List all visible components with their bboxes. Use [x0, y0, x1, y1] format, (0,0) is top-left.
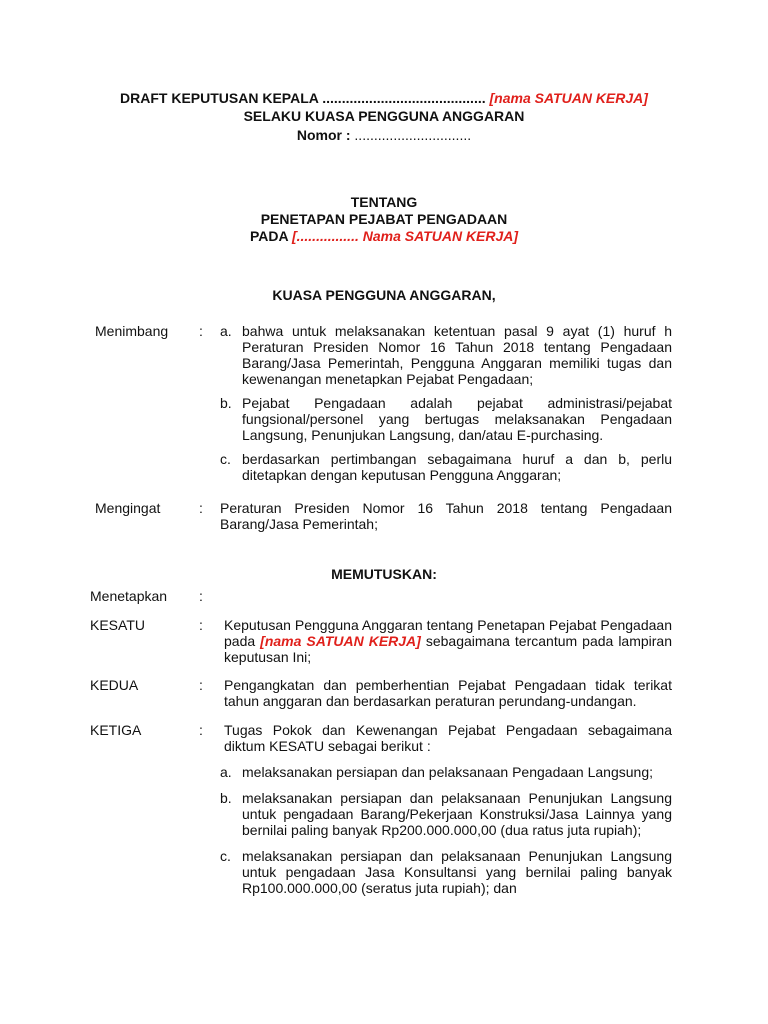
item-marker: b. — [220, 790, 232, 806]
ketiga-label: KETIGA — [90, 722, 142, 738]
ketiga-colon: : — [199, 722, 203, 738]
tentang-heading: TENTANG — [350, 194, 418, 210]
kedua-colon: : — [199, 677, 203, 693]
ketiga-item-b — [220, 790, 672, 838]
item-marker: a. — [220, 323, 232, 339]
document-number-line — [0, 127, 768, 144]
mengingat-text — [220, 500, 672, 532]
kedua-paragraph: Pengangkatan dan pemberhentian Pejabat Pengadaan tidak terikat tahun anggaran dan berdasarkan peraturan perundang-undangan. — [224, 677, 672, 709]
tentang-pada-line — [0, 228, 768, 245]
pada-satuan-kerja-placeholder: [................ Nama SATUAN KERJA] — [291, 228, 519, 244]
ketiga-list — [220, 764, 672, 896]
kesatu-text-before: Keputusan Pengguna Anggaran tentang Penetapan Pejabat Pengadaan pada — [224, 617, 672, 649]
item-marker: b. — [220, 395, 232, 411]
title-satuan-kerja-placeholder: [nama SATUAN KERJA] — [489, 90, 648, 106]
ketiga-item-c — [220, 848, 672, 896]
item-text: Pejabat Pengadaan adalah pejabat administrasi/pejabat fungsional/personel yang bertugas melaksanakan Pengadaan Langsung, Penunjukan Langsung, dan/atau E-purchasing. — [242, 395, 672, 443]
kesatu-colon: : — [199, 617, 203, 633]
nomor-value: .............................. — [354, 127, 472, 143]
item-text: melaksanakan persiapan dan pelaksanaan Penunjukan Langsung untuk pengadaan Jasa Konsultansi yang bernilai paling banyak Rp100.000.000,00 (seratus juta rupiah); dan — [242, 848, 672, 896]
kedua-text — [224, 677, 672, 709]
nomor-label: Nomor : — [296, 127, 351, 143]
ketiga-content — [220, 722, 672, 906]
ketiga-intro: Tugas Pokok dan Kewenangan Pejabat Pengadaan sebagaimana diktum KESATU sebagai berikut : — [224, 722, 672, 754]
item-text: bahwa untuk melaksanakan ketentuan pasal 9 ayat (1) huruf h Peraturan Presiden Nomor 16 Tahun 2018 tentang Pengadaan Barang/Jasa Pemerintah, Pengguna Anggaran memiliki tugas dan kewenangan menetapkan Pejabat Pengadaan; — [242, 323, 672, 387]
title-prefix: DRAFT KEPUTUSAN KEPALA .......................................... — [120, 90, 486, 106]
mengingat-paragraph: Peraturan Presiden Nomor 16 Tahun 2018 tentang Pengadaan Barang/Jasa Pemerintah; — [220, 500, 672, 532]
item-text: melaksanakan persiapan dan pelaksanaan Pengadaan Langsung; — [242, 764, 653, 780]
menimbang-item-c — [220, 451, 672, 483]
item-marker: c. — [220, 848, 231, 864]
mengingat-colon: : — [199, 500, 203, 516]
kesatu-text — [224, 617, 672, 665]
menimbang-item-a — [220, 323, 672, 387]
pada-label: PADA — [249, 228, 289, 244]
kesatu-text-after: sebagaimana tercantum pada lampiran keputusan Ini; — [224, 633, 673, 665]
memutuskan-heading: MEMUTUSKAN: — [331, 566, 437, 582]
menimbang-item-b — [220, 395, 672, 443]
kpa-heading: KUASA PENGGUNA ANGGARAN, — [272, 287, 496, 303]
menimbang-label: Menimbang — [95, 323, 169, 339]
kesatu-paragraph — [224, 617, 672, 665]
menetapkan-colon: : — [199, 588, 203, 604]
mengingat-label: Mengingat — [95, 500, 161, 516]
kedua-label: KEDUA — [90, 677, 139, 693]
item-text: melaksanakan persiapan dan pelaksanaan Penunjukan Langsung untuk pengadaan Barang/Pekerjaan Konstruksi/Jasa Lainnya yang bernilai paling banyak Rp200.000.000,00 (dua ratus juta rupiah); — [242, 790, 672, 838]
tentang-subject: PENETAPAN PEJABAT PENGADAAN — [260, 211, 508, 227]
menimbang-list — [220, 323, 672, 493]
item-marker: c. — [220, 451, 231, 467]
menetapkan-label: Menetapkan — [90, 588, 168, 604]
document-title-line1 — [0, 90, 768, 107]
kesatu-label: KESATU — [90, 617, 145, 633]
kesatu-satuan-kerja-placeholder: [nama SATUAN KERJA] — [260, 633, 421, 649]
document-title-line2: SELAKU KUASA PENGGUNA ANGGARAN — [243, 108, 525, 124]
menimbang-colon: : — [199, 323, 203, 339]
ketiga-item-a — [220, 764, 672, 780]
item-marker: a. — [220, 764, 232, 780]
item-text: berdasarkan pertimbangan sebagaimana huruf a dan b, perlu ditetapkan dengan keputusan Pengguna Anggaran; — [242, 451, 672, 483]
